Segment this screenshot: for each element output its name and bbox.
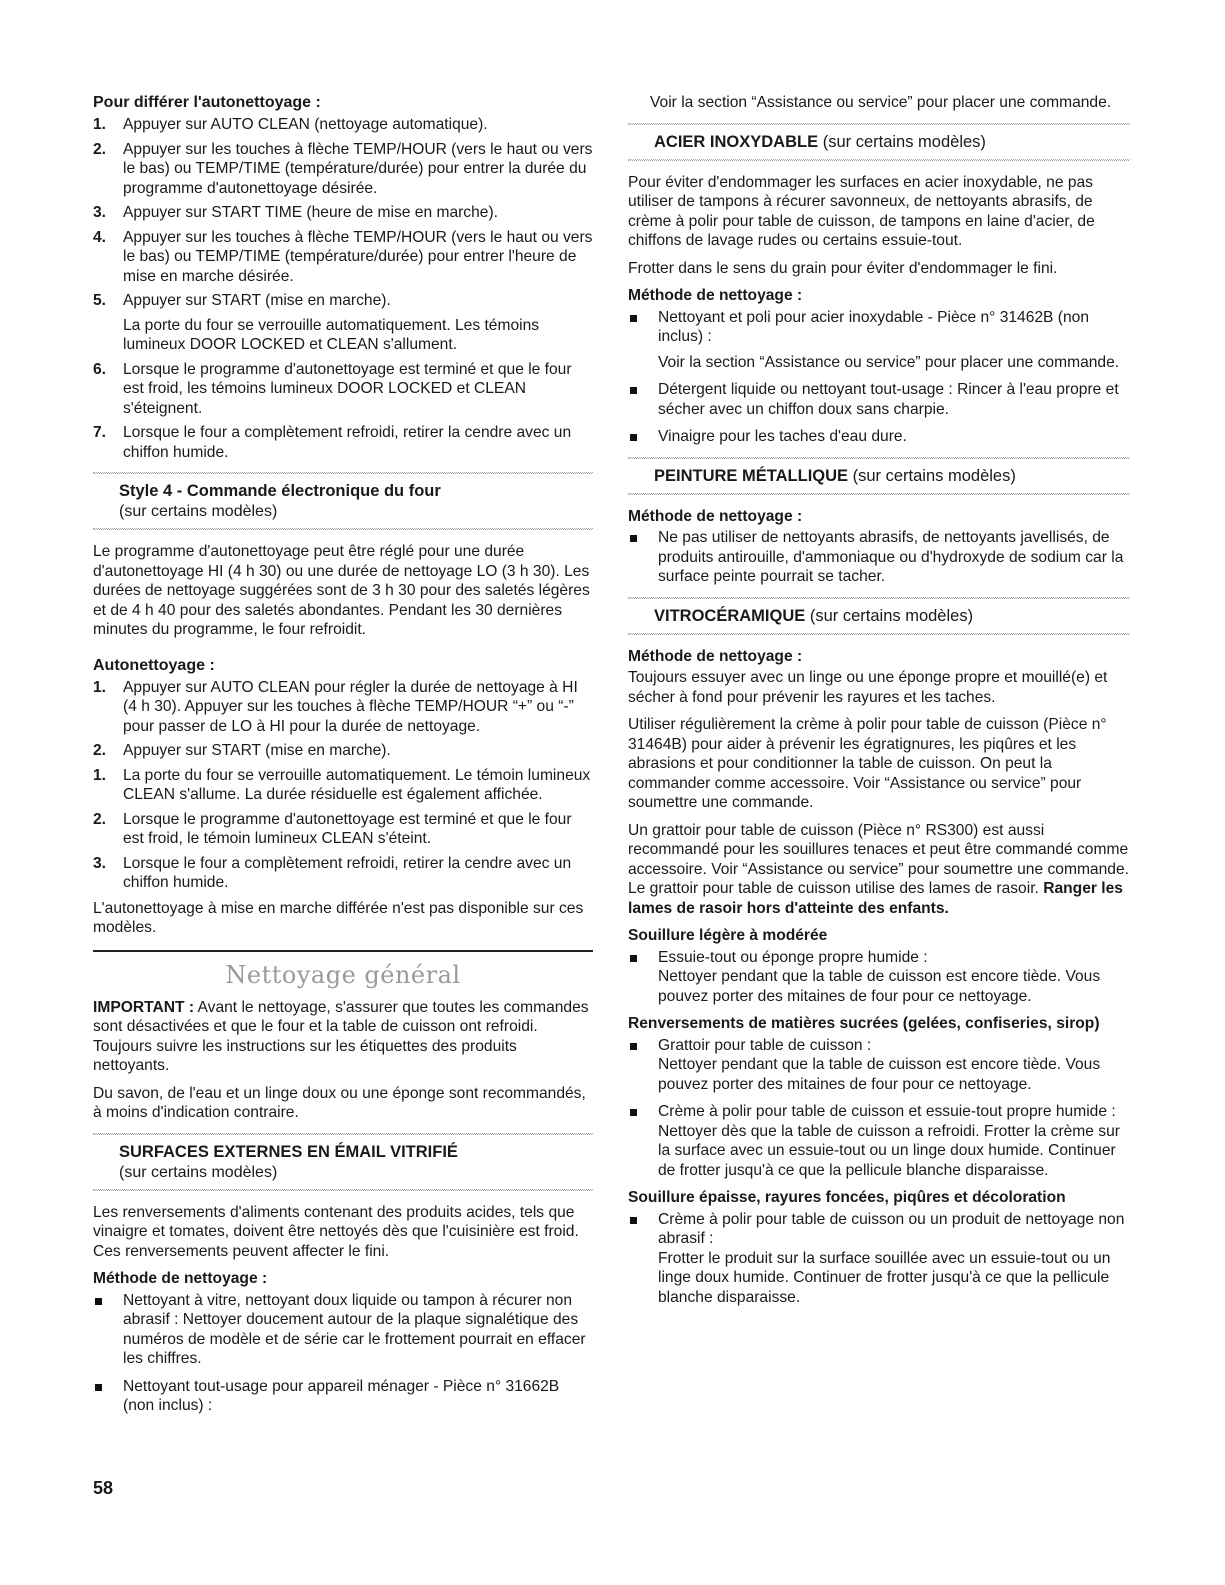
list-item: 1. La porte du four se verrouille automatiquement. Le témoin lumineux CLEAN s'allume. La durée résiduelle est également affichée. <box>93 766 591 803</box>
section-title: SURFACES EXTERNES EN ÉMAIL VITRIFIÉ <box>119 1142 458 1161</box>
vitro-section-header <box>628 597 1130 637</box>
list-item: Ne pas utiliser de nettoyants abrasifs, de nettoyants javellisés, de produits antirouille, d'ammoniaque ou d'hydroxyde de sodium car la surface peinte pourrait se tacher. <box>628 528 1130 587</box>
light-soil-bullets <box>628 948 1130 1007</box>
section-subtitle: (sur certains modèles) <box>119 1163 278 1181</box>
bullet-square-icon <box>630 1109 637 1116</box>
heavy-soil-heading: Souillure épaisse, rayures foncées, piqûres et décoloration <box>628 1189 1066 1206</box>
section-title: VITROCÉRAMIQUE (sur certains modèles) <box>654 606 974 625</box>
auto-clean-steps <box>93 678 593 893</box>
right-column <box>628 93 1130 1315</box>
bullet-square-icon <box>95 1298 102 1305</box>
list-item: Grattoir pour table de cuisson : Nettoyer pendant que la table de cuisson est encore tiède. Vous pouvez porter des mitaines de four pour ce nettoyage. <box>628 1036 1130 1095</box>
divider <box>628 597 1130 601</box>
steel-bullets <box>628 308 1130 447</box>
list-item: 1. Appuyer sur AUTO CLEAN (nettoyage automatique). <box>93 116 488 133</box>
bullet-square-icon <box>630 387 637 394</box>
list-item: 3. Appuyer sur START TIME (heure de mise en marche). <box>93 204 498 221</box>
delay-heading: Pour différer l'autonettoyage : <box>93 94 321 111</box>
sugar-spill-bullets <box>628 1036 1130 1181</box>
list-item: Nettoyant à vitre, nettoyant doux liquide ou tampon à récurer non abrasif : Nettoyer doucement autour de la plaque signalétique des numéros de modèle et de série car le frottement pourrait en effacer les chiffres. <box>93 1291 593 1369</box>
divider <box>628 159 1130 163</box>
section-rule <box>93 950 593 952</box>
bullet-square-icon <box>630 955 637 962</box>
paint-section-header <box>628 457 1130 497</box>
paragraph: Un grattoir pour table de cuisson (Pièce n° RS300) est aussi recommandé pour les souillures tenaces et peut être commandé comme accessoire. Voir “Assistance ou service” pour soumettre une commande. Le grattoir pour table de cuisson utilise des lames de rasoir. Ranger les lames de rasoir hors d'atteinte des enfants. <box>628 821 1129 917</box>
list-item: Crème à polir pour table de cuisson et essuie-tout propre humide : Nettoyer dès que la table de cuisson a refroidi. Frotter la crème sur la surface avec un essuie-tout ou un linge doux humide. Continuer de frotter jusqu'à ce que la pellicule blanche disparaisse. <box>628 1102 1130 1180</box>
paragraph: Pour éviter d'endommager les surfaces en acier inoxydable, ne pas utiliser de tampons à récurer savonneux, de nettoyants abrasifs, de crème à polir pour table de cuisson, de tampons en laine d'acier, de chiffons de lavage rudes ou certains essuie-tout. <box>628 173 1095 249</box>
page-number: 58 <box>93 1478 114 1498</box>
section-title: ACIER INOXYDABLE (sur certains modèles) <box>654 132 986 151</box>
method-heading: Méthode de nettoyage : <box>628 287 803 304</box>
list-item: Nettoyant tout-usage pour appareil ménager - Pièce n° 31662B (non inclus) : <box>93 1377 593 1416</box>
divider <box>628 457 1130 461</box>
section-title: Style 4 - Commande électronique du four <box>119 482 441 500</box>
list-item: 6. Lorsque le programme d'autonettoyage est terminé et que le four est froid, les témoins lumineux DOOR LOCKED et CLEAN s'éteignent. <box>93 360 572 417</box>
list-item: Détergent liquide ou nettoyant tout-usage : Rincer à l'eau propre et sécher avec un chiffon doux sans charpie. <box>628 380 1130 419</box>
method-heading: Méthode de nettoyage : <box>93 1270 268 1287</box>
section-title: PEINTURE MÉTALLIQUE (sur certains modèles) <box>654 466 1016 485</box>
style4-section-header <box>93 472 593 532</box>
auto-clean-heading: Autonettoyage : <box>93 656 215 674</box>
bullet-square-icon <box>630 1217 637 1224</box>
important-paragraph: IMPORTANT : Avant le nettoyage, s'assurer que toutes les commandes sont désactivées et que le four et la table de cuisson ont refroidi. Toujours suivre les instructions sur les étiquettes des produits nettoyants. <box>93 998 589 1074</box>
list-item: 7. Lorsque le four a complètement refroidi, retirer la cendre avec un chiffon humide. <box>93 424 572 461</box>
paragraph: Toujours essuyer avec un linge ou une éponge propre et mouillé(e) et sécher à fond pour prévenir les rayures et les taches. <box>628 669 1108 706</box>
paragraph: Du savon, de l'eau et un linge doux ou une éponge sont recommandés, à moins d'indication contraire. <box>93 1084 586 1121</box>
bullet-square-icon <box>630 315 637 322</box>
enamel-bullets <box>93 1291 593 1416</box>
paragraph: Les renversements d'aliments contenant des produits acides, tels que vinaigre et tomates, doivent être nettoyés dès que l'cuisinière est froid. Ces renversements peuvent affecter le fini. <box>93 1203 579 1260</box>
divider <box>628 633 1130 637</box>
list-item: 5. Appuyer sur START (mise en marche). La porte du four se verrouille automatiquement. Les témoins lumineux DOOR LOCKED et CLEAN s'allument. <box>93 292 540 353</box>
list-item: 4. Appuyer sur les touches à flèche TEMP/HOUR (vers le haut ou vers le bas) ou TEMP/TIME (température/durée) pour entrer l'heure de mise en marche désirée. <box>93 228 593 285</box>
divider <box>93 472 593 476</box>
list-item: Vinaigre pour les taches d'eau dure. <box>628 427 1130 447</box>
bullet-square-icon <box>630 1043 637 1050</box>
list-item: 1. Appuyer sur AUTO CLEAN pour régler la durée de nettoyage à HI (4 h 30). Appuyer sur les touches à flèche TEMP/HOUR “+” ou “-” pour passer de LO à HI pour la durée de nettoyage. <box>93 678 578 735</box>
divider <box>93 1133 593 1137</box>
left-column <box>93 93 593 1424</box>
light-soil-heading: Souillure légère à modérée <box>628 927 828 944</box>
paragraph: L'autonettoyage à mise en marche différée n'est pas disponible sur ces modèles. <box>93 899 584 936</box>
section-subtitle: (sur certains modèles) <box>119 503 278 520</box>
divider <box>628 123 1130 127</box>
paragraph: Frotter dans le sens du grain pour éviter d'endommager le fini. <box>628 259 1058 277</box>
general-cleaning-title: Nettoyage général <box>225 960 461 989</box>
list-item: Essuie-tout ou éponge propre humide : Nettoyer pendant que la table de cuisson est encore tiède. Vous pouvez porter des mitaines de four pour ce nettoyage. <box>628 948 1130 1007</box>
sugar-spill-heading: Renversements de matières sucrées (gelées, confiseries, sirop) <box>628 1015 1100 1032</box>
paint-bullets <box>628 528 1130 587</box>
heavy-soil-bullets <box>628 1210 1130 1308</box>
list-item: 2. Appuyer sur START (mise en marche). <box>93 742 391 759</box>
enamel-section-header <box>93 1133 593 1193</box>
bullet-square-icon <box>630 434 637 441</box>
list-item: 2. Lorsque le programme d'autonettoyage est terminé et que le four est froid, le témoin lumineux CLEAN s'éteint. <box>93 810 572 847</box>
steel-section-header <box>628 123 1130 163</box>
list-item: 2. Appuyer sur les touches à flèche TEMP/HOUR (vers le haut ou vers le bas) ou TEMP/TIME (température/durée) pour entrer la durée du programme d'autonettoyage désirée. <box>93 140 593 197</box>
list-item: 3. Lorsque le four a complètement refroidi, retirer la cendre avec un chiffon humide. <box>93 854 572 891</box>
bullet-square-icon <box>95 1384 102 1391</box>
important-label: IMPORTANT : <box>93 998 195 1016</box>
paragraph: Le programme d'autonettoyage peut être réglé pour une durée d'autonettoyage HI (4 h 30) ou une durée de nettoyage LO (3 h 30). Les durées de nettoyage suggérées sont de 3 h 30 pour des saletés légères et de 4 h 40 pour des saletés abondantes. Pendant les 30 dernières minutes du programme, le four refroidit. <box>93 543 590 638</box>
method-heading: Méthode de nettoyage : <box>628 507 803 525</box>
paragraph: Voir la section “Assistance ou service” pour placer une commande. <box>650 94 1112 111</box>
method-heading: Méthode de nettoyage : <box>628 647 803 665</box>
divider <box>93 1189 593 1193</box>
bullet-square-icon <box>630 535 637 542</box>
paragraph: Utiliser régulièrement la crème à polir pour table de cuisson (Pièce n° 31464B) pour aider à prévenir les égratignures, les piqûres et les abrasions et pour conditionner la table de cuisson. On peut la commander comme accessoire. Voir “Assistance ou service” pour soumettre une commande. <box>628 716 1107 811</box>
delay-steps <box>93 115 593 462</box>
list-item: Nettoyant et poli pour acier inoxydable - Pièce n° 31462B (non inclus) : Voir la section “Assistance ou service” pour placer une commande. <box>628 308 1130 373</box>
list-item: Crème à polir pour table de cuisson ou un produit de nettoyage non abrasif : Frotter le produit sur la surface souillée avec un essuie-tout ou un linge doux humide. Continuer de frotter jusqu'à ce que la pellicule blanche disparaisse. <box>628 1210 1130 1308</box>
divider <box>628 493 1130 497</box>
divider <box>93 528 593 532</box>
